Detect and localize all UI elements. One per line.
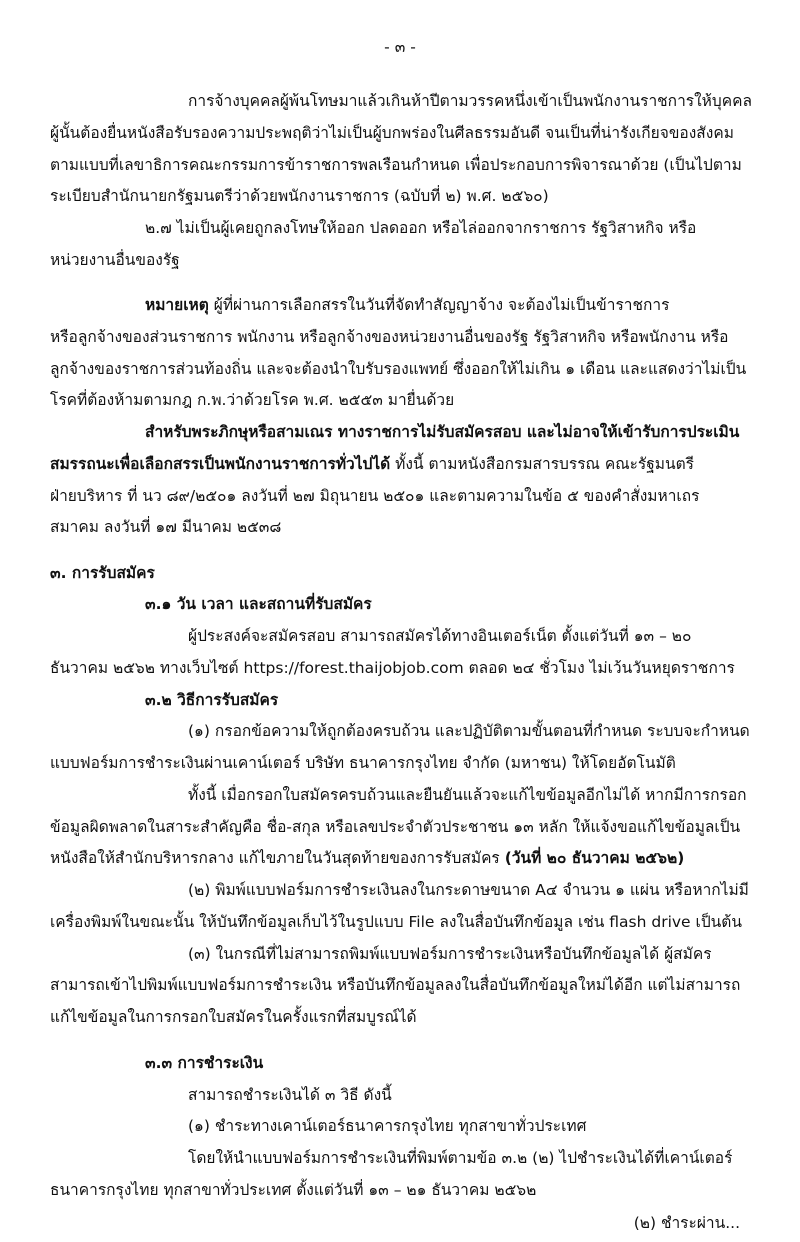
text-line: สามารถเข้าไปพิมพ์แบบฟอร์มการชำระเงิน หรือบันทึกข้อมูลลงในสื่อบันทึกข้อมูลใหม่ได้อีก แต่ไม่สามารถ <box>50 976 741 994</box>
text-line: ธนาคารกรุงไทย ทุกสาขาทั่วประเทศ ตั้งแต่วันที่ ๑๓ – ๒๑ ธันวาคม ๒๕๖๒ <box>50 1181 537 1199</box>
text-line: (๒) พิมพ์แบบฟอร์มการชำระเงินลงในกระดาษขนาด A๔ จำนวน ๑ แผ่น หรือหากไม่มี <box>188 881 749 899</box>
text-line: สมาคม ลงวันที่ ๑๗ มีนาคม ๒๕๓๘ <box>50 518 282 536</box>
text: หนังสือให้สำนักบริหารกลาง แก้ไขภายในวันสุดท้ายของการรับสมัคร <box>50 849 505 867</box>
text-line: ผู้นั้นต้องยื่นหนังสือรับรองความประพฤติว่าไม่เป็นผู้บกพร่องในศีลธรรมอันดี จนเป็นที่น่ารังเกียจของสังคม <box>50 124 734 142</box>
deadline-date: (วันที่ ๒๐ ธันวาคม ๒๕๖๒) <box>504 849 685 867</box>
text-line: แบบฟอร์มการชำระเงินผ่านเคาน์เตอร์ บริษัท ธนาคารกรุงไทย จำกัด (มหาชน) ให้โดยอัตโนมัติ <box>50 754 676 772</box>
deadline-line <box>50 847 684 869</box>
text-line: โดยให้นำแบบฟอร์มการชำระเงินที่พิมพ์ตามข้อ ๓.๒ (๒) ไปชำระเงินได้ที่เคาน์เตอร์ <box>188 1149 733 1167</box>
text-line: เครื่องพิมพ์ในขณะนั้น ให้บันทึกข้อมูลเก็บไว้ในรูปแบบ File ลงในสื่อบันทึกข้อมูล เช่น flash drive เป็นต้น <box>50 913 742 931</box>
text-line: แก้ไขข้อมูลในการกรอกใบสมัครในครั้งแรกที่สมบูรณ์ได้ <box>50 1008 417 1026</box>
text-line: สามารถชำระเงินได้ ๓ วิธี ดังนี้ <box>188 1086 392 1104</box>
text-line: (๓) ในกรณีที่ไม่สามารถพิมพ์แบบฟอร์มการชำระเงินหรือบันทึกข้อมูลได้ ผู้สมัคร <box>188 945 712 963</box>
text-line: โรคที่ต้องห้ามตามกฎ ก.พ.ว่าด้วยโรค พ.ศ. ๒๕๕๓ มายื่นด้วย <box>50 391 455 409</box>
text-line: หรือลูกจ้างของส่วนราชการ พนักงาน หรือลูกจ้างของหน่วยงานอื่นของรัฐ รัฐวิสาหกิจ หรือพนักงาน หรือ <box>50 328 729 346</box>
continuation-text: (๒) ชำระผ่าน... <box>633 1214 740 1232</box>
subsection-heading: ๓.๓ การชำระเงิน <box>145 1054 264 1072</box>
monk-line <box>50 453 694 475</box>
text-line: ๒.๗ ไม่เป็นผู้เคยถูกลงโทษให้ออก ปลดออก หรือไล่ออกจากราชการ รัฐวิสาหกิจ หรือ <box>145 219 697 237</box>
note-text: ผู้ที่ผ่านการเลือกสรรในวันที่จัดทำสัญญาจ้าง จะต้องไม่เป็นข้าราชการ <box>208 296 670 314</box>
bold-text: สมรรถนะเพื่อเลือกสรรเป็นพนักงานราชการทั่วไปได้ <box>50 455 391 473</box>
text-line: ตามแบบที่เลขาธิการคณะกรรมการข้าราชการพลเรือนกำหนด เพื่อประกอบการพิจารณาด้วย (เป็นไปตาม <box>50 156 742 174</box>
text-line: ทั้งนี้ เมื่อกรอกใบสมัครครบถ้วนและยืนยันแล้วจะแก้ไขข้อมูลอีกไม่ได้ หากมีการกรอก <box>188 786 747 804</box>
text-line: (๑) ชำระทางเคาน์เตอร์ธนาคารกรุงไทย ทุกสาขาทั่วประเทศ <box>188 1117 587 1135</box>
subsection-heading: ๓.๒ วิธีการรับสมัคร <box>145 691 279 709</box>
text-line: ลูกจ้างของราชการส่วนท้องถิ่น และจะต้องนำใบรับรองแพทย์ ซึ่งออกให้ไม่เกิน ๑ เดือน และแสดงว่าไม่เป็น <box>50 360 747 378</box>
bold-line: สำหรับพระภิกษุหรือสามเณร ทางราชการไม่รับสมัครสอบ และไม่อาจให้เข้ารับการประเมิน <box>145 423 740 441</box>
section-heading: ๓. การรับสมัคร <box>50 564 155 582</box>
text-line: ฝ่ายบริหาร ที่ นว ๘๙/๒๕๐๑ ลงวันที่ ๒๗ มิถุนายน ๒๕๐๑ และตามความในข้อ ๕ ของคำสั่งมหาเถร <box>50 487 700 505</box>
text: ทั้งนี้ ตามหนังสือกรมสารบรรณ คณะรัฐมนตรี <box>390 455 694 473</box>
text-line: การจ้างบุคคลผู้พ้นโทษมาแล้วเกินห้าปีตามวรรคหนึ่งเข้าเป็นพนักงานราชการให้บุคคล <box>188 92 752 110</box>
text-line: (๑) กรอกข้อความให้ถูกต้องครบถ้วน และปฏิบัติตามขั้นตอนที่กำหนด ระบบจะกำหนด <box>188 722 750 740</box>
note-line <box>145 294 669 316</box>
note-label: หมายเหตุ <box>145 296 209 314</box>
text-line: ข้อมูลผิดพลาดในสาระสำคัญคือ ชื่อ-สกุล หรือเลขประจำตัวประชาชน ๑๓ หลัก ให้แจ้งขอแก้ไขข้อมูลเป็น <box>50 818 741 836</box>
text-line: หน่วยงานอื่นของรัฐ <box>50 251 180 269</box>
text-line: ธันวาคม ๒๕๖๒ ทางเว็บไซต์ https://forest.thaijobjob.com ตลอด ๒๔ ชั่วโมง ไม่เว้นวันหยุดราชการ <box>50 659 735 677</box>
text-line: ระเบียบสำนักนายกรัฐมนตรีว่าด้วยพนักงานราชการ (ฉบับที่ ๒) พ.ศ. ๒๕๖๐) <box>50 187 549 205</box>
page-number: - ๓ - <box>384 38 416 56</box>
text-line: ผู้ประสงค์จะสมัครสอบ สามารถสมัครได้ทางอินเตอร์เน็ต ตั้งแต่วันที่ ๑๓ – ๒๐ <box>188 627 692 645</box>
subsection-heading: ๓.๑ วัน เวลา และสถานที่รับสมัคร <box>145 595 372 613</box>
